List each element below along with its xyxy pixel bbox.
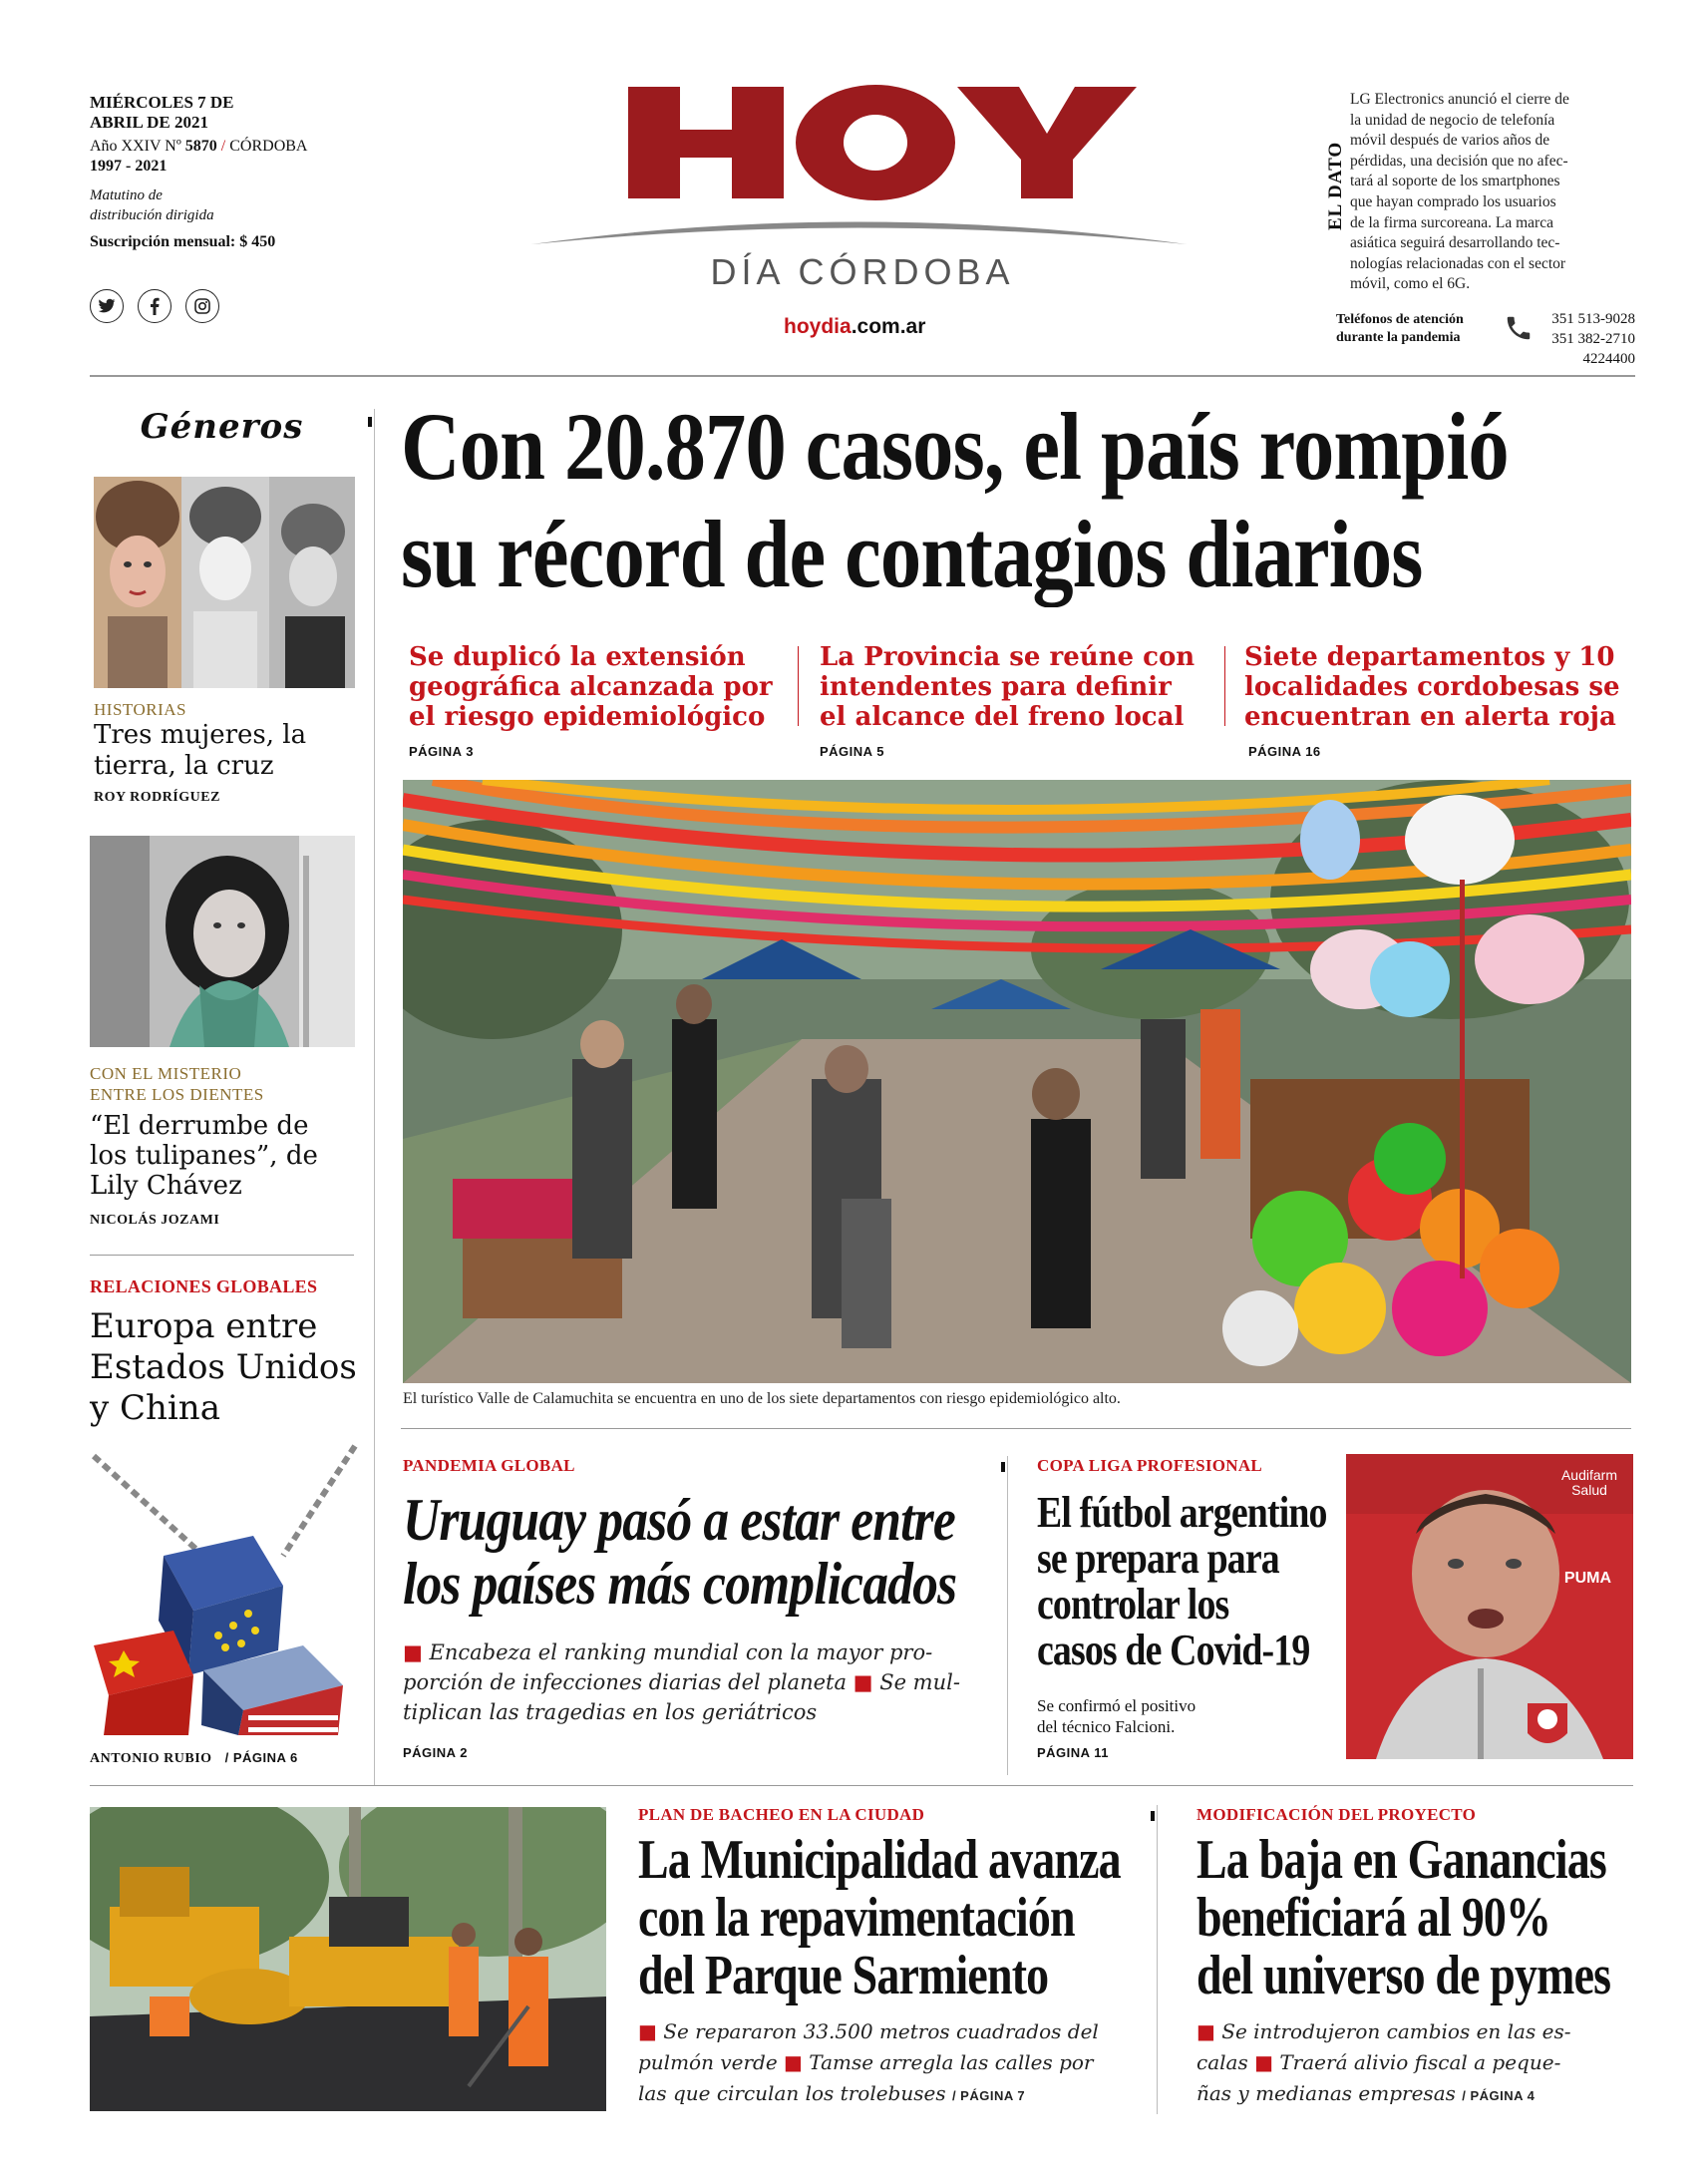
main-photo-caption: El turístico Valle de Calamuchita se encuentra en uno de los siete departamentos con riesgo epidemiológico alto.: [403, 1390, 1121, 1407]
historias-title[interactable]: Tres mujeres, la tierra, la cruz: [94, 720, 307, 781]
lily-chavez-photo[interactable]: [90, 836, 355, 1047]
relaciones-kicker: RELACIONES GLOBALES: [90, 1276, 318, 1296]
header-divider: [90, 375, 1635, 377]
ganancias-tick: [1151, 1811, 1155, 1821]
subhead-2[interactable]: La Provincia se reúne con intendentes para definir el alcance del freno local PÁGINA 5: [820, 642, 1196, 759]
bacheo-kicker: PLAN DE BACHEO EN LA CIUDAD: [638, 1805, 925, 1824]
futbol-kicker: COPA LIGA PROFESIONAL: [1037, 1456, 1263, 1475]
containers-illustration[interactable]: [84, 1436, 365, 1735]
uruguay-headline[interactable]: Uruguay pasó a estar entre los países más complicados: [403, 1487, 957, 1617]
el-dato-text: LG Electronics anunció el cierre de la unidad de negocio de telefonía móvil después de varios años de pérdidas, una decisión que no afec- tará al soporte de los smartphones que hayan comprado los usuarios de la firma surcoreana. La marca asiática seguirá desarrollando tec- nologías relacionadas con el sector móvil, como el 6G.: [1350, 91, 1569, 293]
lily-kicker: CON EL MISTERIO ENTRE LOS DIENTES: [90, 1064, 264, 1104]
phone-icon: [1504, 313, 1534, 347]
futbol-tick: [1001, 1462, 1005, 1472]
historias-photo[interactable]: [94, 477, 355, 688]
lower-rule: [90, 1785, 1633, 1786]
years: 1997 - 2021: [90, 158, 168, 175]
bacheo-photo[interactable]: [90, 1807, 606, 2111]
uruguay-deck: ■ Encabeza el ranking mundial con la mayor pro- porción de infecciones diarias del planeta ■ Se mul- tiplican las tragedias en los geriátricos: [403, 1640, 960, 1724]
main-headline-line2: su récord de contagios diarios: [401, 501, 1423, 607]
social-links: [90, 289, 349, 323]
ganancias-deck: ■ Se introdujeron cambios en las es- calas ■ Traerá alivio fiscal a peque- ñas y medianas empresas / PÁGINA 4: [1196, 2019, 1571, 2105]
lily-byline: NICOLÁS JOZAMI: [90, 1213, 220, 1228]
masthead-logo[interactable]: [528, 82, 1196, 292]
falcioni-photo[interactable]: [1346, 1454, 1633, 1759]
logo-mark: [528, 82, 1196, 271]
mid-rule: [401, 1428, 1631, 1429]
phone-numbers: 351 513-9028 351 382-2710 4224400: [1551, 311, 1635, 367]
subhead-divider-1: [798, 646, 799, 726]
subhead-3[interactable]: Siete departamentos y 10 localidades cordobesas se encuentran en alerta roja PÁGINA 16: [1244, 642, 1620, 759]
futbol-headline[interactable]: El fútbol argentino se prepara para controlar los casos de Covid-19: [1037, 1488, 1327, 1674]
main-photo-market[interactable]: [403, 780, 1631, 1383]
futbol-divider: [1007, 1456, 1008, 1775]
sidebar-tick: [368, 417, 372, 427]
subhead-1[interactable]: Se duplicó la extensión geográfica alcanzada por el riesgo epidemiológico PÁGINA 3: [409, 642, 773, 759]
bacheo-deck: ■ Se repararon 33.500 metros cuadrados del pulmón verde ■ Tamse arregla las calles por las que circulan los trolebuses / PÁGINA 7: [638, 2019, 1099, 2105]
sponsor-puma: PUMA: [1563, 1570, 1611, 1587]
website-link[interactable]: hoydia.com.ar: [784, 315, 926, 338]
sidebar-rule: [90, 1255, 354, 1256]
facebook-icon[interactable]: [138, 289, 171, 323]
ganancias-headline[interactable]: La baja en Ganancias beneficiará al 90% del universo de pymes: [1196, 1829, 1611, 2006]
twitter-icon[interactable]: [90, 289, 124, 323]
subscription-price: Suscripción mensual: $ 450: [90, 233, 276, 250]
masthead-left: [90, 93, 349, 323]
futbol-page: PÁGINA 11: [1037, 1745, 1109, 1760]
historias-kicker: HISTORIAS: [94, 700, 186, 719]
phones-label: Teléfonos de atención durante la pandemia: [1336, 312, 1464, 345]
bacheo-headline[interactable]: La Municipalidad avanza con la repavimentación del Parque Sarmiento: [638, 1829, 1121, 2006]
uruguay-page: PÁGINA 2: [403, 1745, 468, 1760]
uruguay-kicker: PANDEMIA GLOBAL: [403, 1456, 575, 1475]
edition-line: Año XXIV Nº 5870 / CÓRDOBA: [90, 138, 308, 155]
historias-byline: ROY RODRÍGUEZ: [94, 790, 220, 805]
el-dato-box: [1306, 90, 1635, 369]
issue-date: MIÉRCOLES 7 DE ABRIL DE 2021: [90, 93, 234, 132]
relaciones-byline: ANTONIO RUBIO / PÁGINA 6: [90, 1750, 298, 1766]
instagram-icon[interactable]: [185, 289, 219, 323]
relaciones-title[interactable]: Europa entre Estados Unidos y China: [90, 1306, 357, 1428]
logo-subtitle: DÍA CÓRDOBA: [710, 251, 1015, 292]
main-headline[interactable]: [401, 393, 1637, 607]
ganancias-divider: [1157, 1805, 1158, 2114]
subhead-divider-2: [1224, 646, 1225, 726]
el-dato-label: EL DATO: [1325, 141, 1346, 230]
sponsor-audifarm: Audifarm Salud: [1560, 1467, 1617, 1498]
sidebar-section-title: Géneros: [140, 407, 304, 447]
main-headline-line1: Con 20.870 casos, el país rompió: [401, 393, 1509, 500]
distribution-note: Matutino de distribución dirigida: [90, 187, 214, 223]
futbol-deck: Se confirmó el positivo del técnico Falcioni.: [1037, 1696, 1196, 1736]
sidebar-divider: [374, 409, 375, 1785]
ganancias-kicker: MODIFICACIÓN DEL PROYECTO: [1196, 1805, 1477, 1824]
lily-title[interactable]: “El derrumbe de los tulipanes”, de Lily Chávez: [90, 1111, 318, 1201]
